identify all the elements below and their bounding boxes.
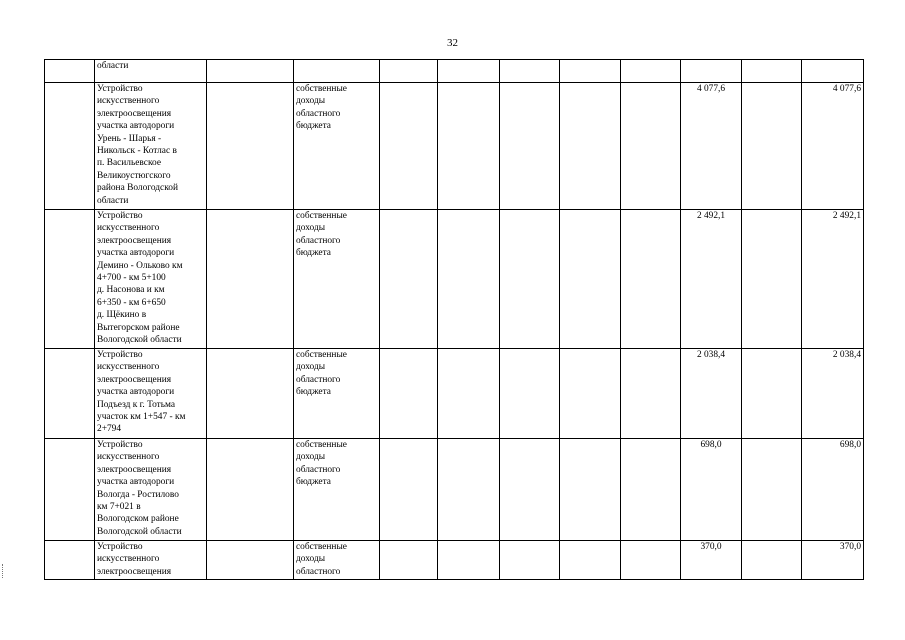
margin-mark	[2, 564, 6, 578]
table-cell	[560, 83, 621, 210]
table-row	[45, 83, 864, 210]
budget-table	[44, 59, 864, 580]
table-cell	[438, 210, 500, 349]
row-source: собственные доходы областного бюджета	[294, 210, 380, 349]
table-cell	[500, 349, 560, 439]
row-name: Устройство искусственного электроосвещения участка автодороги Урень - Шарья - Никольск - Котлас в п. Васильевское Великоустюгского района Вологодской области	[95, 83, 207, 210]
row-amount-total	[802, 60, 864, 83]
table-cell	[621, 210, 681, 349]
table-cell	[742, 83, 802, 210]
table-cell	[438, 83, 500, 210]
table-row	[45, 541, 864, 580]
table-cell	[207, 439, 294, 541]
table-cell	[207, 349, 294, 439]
table-cell	[45, 210, 95, 349]
row-source: собственные доходы областного бюджета	[294, 83, 380, 210]
table-cell	[560, 210, 621, 349]
table-cell	[438, 349, 500, 439]
table-cell	[621, 439, 681, 541]
row-source: собственные доходы областного	[294, 541, 380, 580]
row-amount-total: 2 038,4	[802, 349, 864, 439]
table-cell	[560, 349, 621, 439]
table-cell	[500, 83, 560, 210]
row-name: области	[95, 60, 207, 83]
table-cell	[742, 541, 802, 580]
row-name: Устройство искусственного электроосвещения участка автодороги Демино - Ольково км 4+700 - км 5+100 д. Насонова и км 6+350 - км 6+650 д. Щёкино в Вытегорском районе Вологодской области	[95, 210, 207, 349]
row-source: собственные доходы областного бюджета	[294, 349, 380, 439]
table-cell	[380, 210, 438, 349]
table-cell	[207, 60, 294, 83]
row-amount: 2 038,4	[681, 349, 742, 439]
table-cell	[621, 83, 681, 210]
row-amount-total: 2 492,1	[802, 210, 864, 349]
table-cell	[742, 210, 802, 349]
table-cell	[500, 210, 560, 349]
table-cell	[621, 60, 681, 83]
table-cell	[438, 439, 500, 541]
table-cell	[380, 60, 438, 83]
table-cell	[438, 60, 500, 83]
page-number: 32	[447, 37, 458, 49]
table-cell	[207, 541, 294, 580]
table-cell	[380, 349, 438, 439]
table-row	[45, 439, 864, 541]
table-cell	[207, 210, 294, 349]
table-cell	[621, 541, 681, 580]
table-cell	[500, 439, 560, 541]
table-cell	[438, 541, 500, 580]
table-cell	[380, 439, 438, 541]
row-source: собственные доходы областного бюджета	[294, 439, 380, 541]
table-cell	[45, 60, 95, 83]
row-name: Устройство искусственного электроосвещения	[95, 541, 207, 580]
table-cell	[560, 541, 621, 580]
table-cell	[45, 541, 95, 580]
table-cell	[742, 60, 802, 83]
row-amount-total: 370,0	[802, 541, 864, 580]
row-amount: 698,0	[681, 439, 742, 541]
table-cell	[742, 439, 802, 541]
table-cell	[45, 349, 95, 439]
row-name: Устройство искусственного электроосвещения участка автодороги Подъезд к г. Тотьма участок км 1+547 - км 2+794	[95, 349, 207, 439]
table-cell	[45, 83, 95, 210]
table-cell	[500, 541, 560, 580]
table-cell	[380, 541, 438, 580]
table-cell	[380, 83, 438, 210]
table-row	[45, 349, 864, 439]
row-amount-total: 698,0	[802, 439, 864, 541]
row-amount: 2 492,1	[681, 210, 742, 349]
table-row	[45, 60, 864, 83]
row-amount-total: 4 077,6	[802, 83, 864, 210]
row-amount: 370,0	[681, 541, 742, 580]
table-cell	[207, 83, 294, 210]
row-source	[294, 60, 380, 83]
row-amount: 4 077,6	[681, 83, 742, 210]
table-cell	[500, 60, 560, 83]
table-cell	[742, 349, 802, 439]
table-cell	[621, 349, 681, 439]
row-amount	[681, 60, 742, 83]
table-cell	[560, 439, 621, 541]
table-cell	[45, 439, 95, 541]
row-name: Устройство искусственного электроосвещения участка автодороги Вологда - Ростилово км 7+021 в Вологодском районе Вологодской области	[95, 439, 207, 541]
table-cell	[560, 60, 621, 83]
table-row	[45, 210, 864, 349]
